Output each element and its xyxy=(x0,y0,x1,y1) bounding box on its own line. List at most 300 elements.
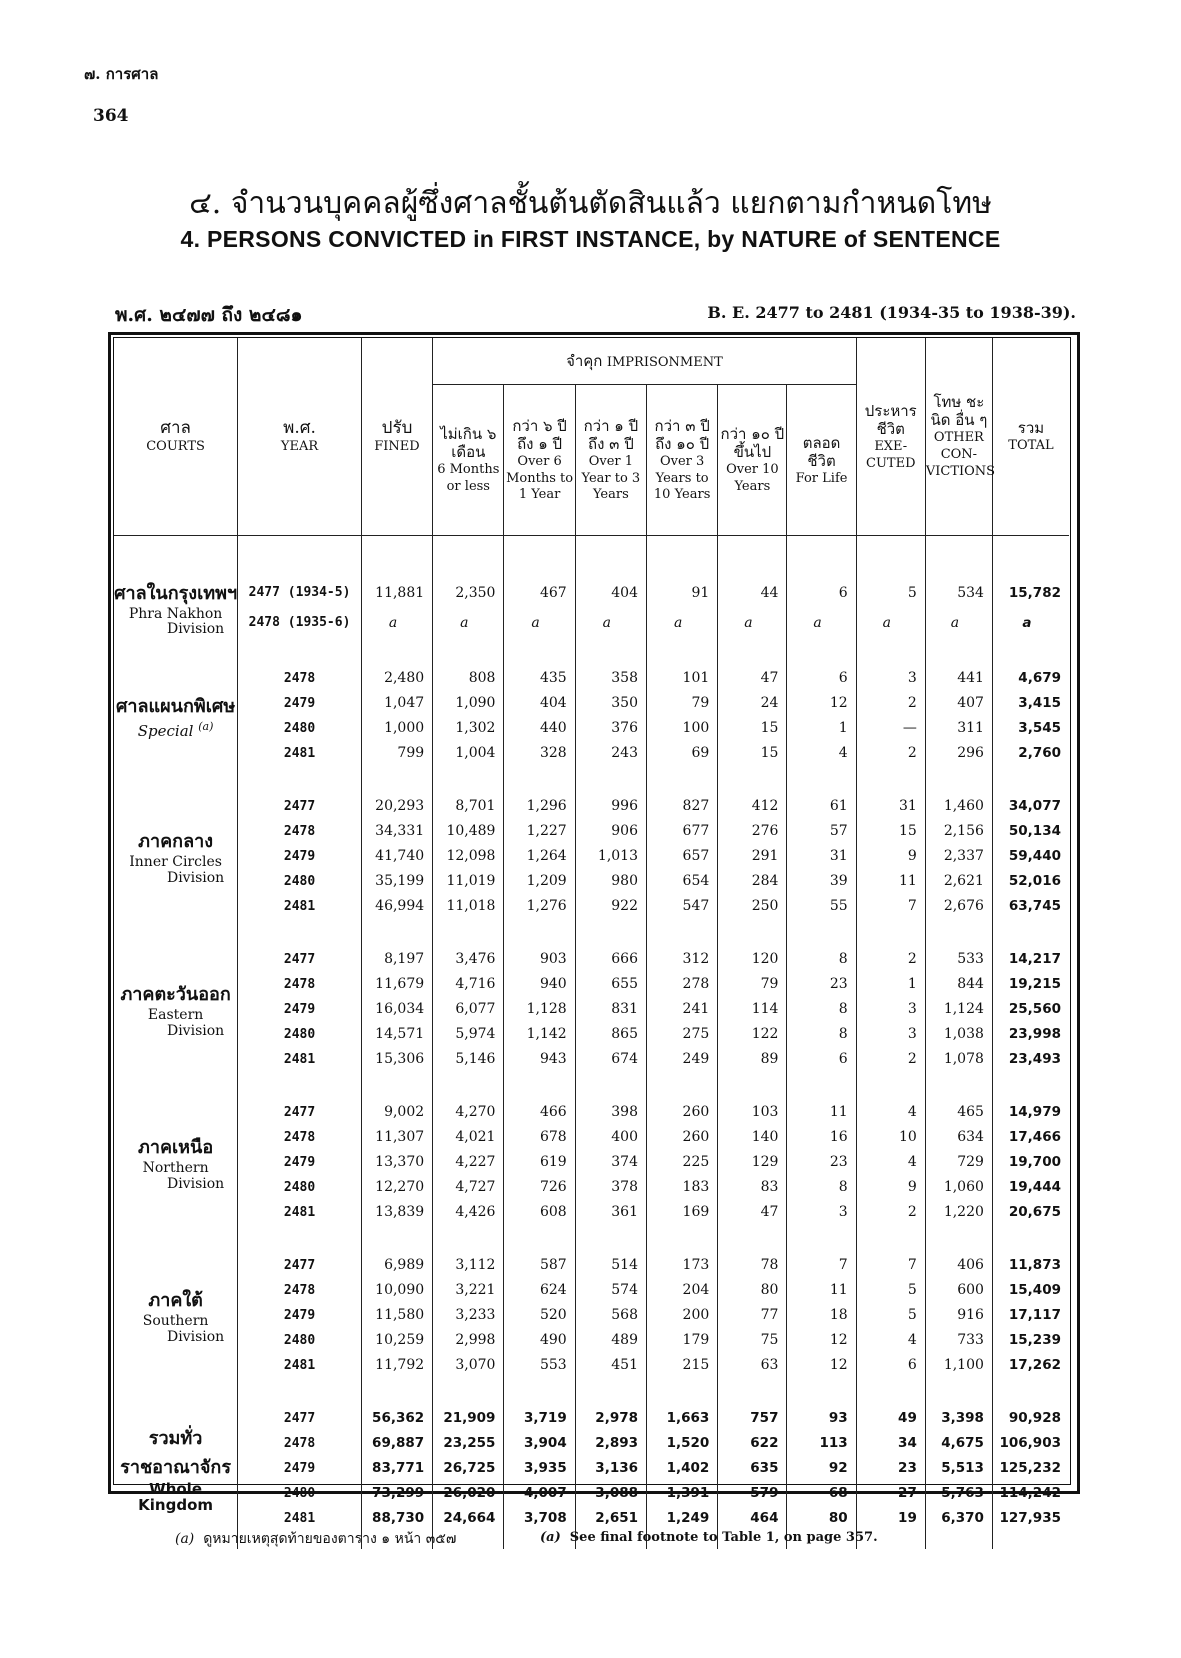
value-cell: 1,100 xyxy=(925,1353,992,1378)
value-cell: 55 xyxy=(787,894,856,919)
value-cell: 2 xyxy=(856,947,925,972)
value-cell: 4,270 xyxy=(433,1100,504,1125)
value-cell: 83 xyxy=(718,1175,787,1200)
value-cell: 23,255 xyxy=(433,1431,504,1456)
value-cell: 2,621 xyxy=(925,869,992,894)
value-cell: 12 xyxy=(787,1328,856,1353)
value-cell: 260 xyxy=(647,1100,718,1125)
value-cell: 1 xyxy=(856,972,925,997)
value-cell: 50,134 xyxy=(992,819,1069,844)
value-cell: 169 xyxy=(647,1200,718,1225)
value-cell: 260 xyxy=(647,1125,718,1150)
value-cell: 3,904 xyxy=(504,1431,575,1456)
value-cell: 122 xyxy=(718,1022,787,1047)
value-cell: 5,146 xyxy=(433,1047,504,1072)
value-cell: 619 xyxy=(504,1150,575,1175)
value-cell: 1,227 xyxy=(504,819,575,844)
value-cell: 1,302 xyxy=(433,716,504,741)
value-cell: 3,415 xyxy=(992,691,1069,716)
court-label-eastern: ภาคตะวันออก Eastern Division xyxy=(120,984,231,1039)
value-cell: 10,259 xyxy=(361,1328,432,1353)
value-cell: 465 xyxy=(925,1100,992,1125)
value-cell: 11,873 xyxy=(992,1253,1069,1278)
value-cell: 407 xyxy=(925,691,992,716)
value-cell: 15,409 xyxy=(992,1278,1069,1303)
value-cell: a xyxy=(361,608,432,638)
value-cell: 13,370 xyxy=(361,1150,432,1175)
table-row xyxy=(114,1022,1069,1047)
value-cell: 17,262 xyxy=(992,1353,1069,1378)
value-cell: 404 xyxy=(575,578,646,608)
value-cell: 547 xyxy=(647,894,718,919)
value-cell: 15 xyxy=(718,716,787,741)
year-cell: 2481 xyxy=(238,1506,362,1531)
value-cell: 726 xyxy=(504,1175,575,1200)
value-cell: 657 xyxy=(647,844,718,869)
value-cell: 467 xyxy=(504,578,575,608)
value-cell: 1,391 xyxy=(647,1481,718,1506)
value-cell: 6 xyxy=(856,1353,925,1378)
value-cell: 4,727 xyxy=(433,1175,504,1200)
value-cell: 906 xyxy=(575,819,646,844)
footnote-thai: (a) ดูหมายเหตุสุดท้ายของตาราง ๑ หน้า ๓๕๗ xyxy=(175,1531,457,1547)
value-cell: 83,771 xyxy=(361,1456,432,1481)
value-cell: 10,090 xyxy=(361,1278,432,1303)
table-row xyxy=(114,1200,1069,1225)
value-cell: 5 xyxy=(856,578,925,608)
court-label-kingdom: รวมทั่ว ราชอาณาจักร Whole Kingdom xyxy=(120,1427,232,1515)
value-cell: 16 xyxy=(787,1125,856,1150)
value-cell: 4,227 xyxy=(433,1150,504,1175)
value-cell: 46,994 xyxy=(361,894,432,919)
value-cell: 63 xyxy=(718,1353,787,1378)
value-cell: 68 xyxy=(787,1481,856,1506)
value-cell: 404 xyxy=(504,691,575,716)
value-cell: a xyxy=(504,608,575,638)
value-cell: 568 xyxy=(575,1303,646,1328)
table-row xyxy=(114,741,1069,766)
year-cell: 2479 xyxy=(238,997,362,1022)
year-cell: 2477 xyxy=(238,1100,362,1125)
value-cell: 2 xyxy=(856,691,925,716)
value-cell: 26,725 xyxy=(433,1456,504,1481)
value-cell: 15,239 xyxy=(992,1328,1069,1353)
year-cell: 2478 xyxy=(238,666,362,691)
year-cell: 2480 xyxy=(238,1175,362,1200)
year-cell: 2477 xyxy=(238,794,362,819)
value-cell: 103 xyxy=(718,1100,787,1125)
header-for-life: ตลอด ชีวิต For Life xyxy=(787,385,856,536)
value-cell: 241 xyxy=(647,997,718,1022)
value-cell: 204 xyxy=(647,1278,718,1303)
value-cell: 654 xyxy=(647,869,718,894)
year-cell: 2478 xyxy=(238,1278,362,1303)
header-over-10y: กว่า ๑๐ ปี ขึ้นไป Over 10 Years xyxy=(718,385,787,536)
value-cell: 114 xyxy=(718,997,787,1022)
value-cell: 374 xyxy=(575,1150,646,1175)
value-cell: 15,782 xyxy=(992,578,1069,608)
value-cell: 17,117 xyxy=(992,1303,1069,1328)
value-cell: 489 xyxy=(575,1328,646,1353)
value-cell: 13,839 xyxy=(361,1200,432,1225)
value-cell: 2,350 xyxy=(433,578,504,608)
value-cell: 101 xyxy=(647,666,718,691)
value-cell: 12,098 xyxy=(433,844,504,869)
value-cell: 10 xyxy=(856,1125,925,1150)
value-cell: 25,560 xyxy=(992,997,1069,1022)
value-cell: 183 xyxy=(647,1175,718,1200)
value-cell: 514 xyxy=(575,1253,646,1278)
value-cell: 19 xyxy=(856,1506,925,1531)
year-cell: 2481 xyxy=(238,1353,362,1378)
value-cell: 3,708 xyxy=(504,1506,575,1531)
value-cell: 12,270 xyxy=(361,1175,432,1200)
value-cell: 17,466 xyxy=(992,1125,1069,1150)
value-cell: 5,513 xyxy=(925,1456,992,1481)
header-imprisonment: จำคุก IMPRISONMENT xyxy=(433,338,857,385)
table-row xyxy=(114,819,1069,844)
value-cell: a xyxy=(718,608,787,638)
value-cell: 11,580 xyxy=(361,1303,432,1328)
value-cell: 19,444 xyxy=(992,1175,1069,1200)
value-cell: 44 xyxy=(718,578,787,608)
value-cell: 3,476 xyxy=(433,947,504,972)
value-cell: 5,763 xyxy=(925,1481,992,1506)
value-cell: 311 xyxy=(925,716,992,741)
value-cell: 600 xyxy=(925,1278,992,1303)
value-cell: 799 xyxy=(361,741,432,766)
header-6m-1y: กว่า ๖ ปี ถึง ๑ ปี Over 6 Months to 1 Year xyxy=(504,385,575,536)
value-cell: 15 xyxy=(718,741,787,766)
value-cell: 125,232 xyxy=(992,1456,1069,1481)
value-cell: 31 xyxy=(787,844,856,869)
value-cell: 3,070 xyxy=(433,1353,504,1378)
table-row xyxy=(114,1481,1069,1506)
value-cell: 358 xyxy=(575,666,646,691)
value-cell: 8 xyxy=(787,1175,856,1200)
value-cell: 553 xyxy=(504,1353,575,1378)
value-cell: 57 xyxy=(787,819,856,844)
year-cell: 2477 xyxy=(238,1406,362,1431)
header-1y-3y: กว่า ๑ ปี ถึง ๓ ปี Over 1 Year to 3 Years xyxy=(575,385,646,536)
table-row xyxy=(114,1253,1069,1278)
header-year: พ.ศ. YEAR xyxy=(238,338,362,536)
value-cell: 1,220 xyxy=(925,1200,992,1225)
value-cell: 3,088 xyxy=(575,1481,646,1506)
value-cell: 2,156 xyxy=(925,819,992,844)
year-cell: 2477 xyxy=(238,1253,362,1278)
value-cell: 114,242 xyxy=(992,1481,1069,1506)
value-cell: 2,998 xyxy=(433,1328,504,1353)
table-row xyxy=(114,972,1069,997)
value-cell: 100 xyxy=(647,716,718,741)
value-cell: 296 xyxy=(925,741,992,766)
value-cell: 6 xyxy=(787,578,856,608)
value-cell: 11,019 xyxy=(433,869,504,894)
value-cell: 243 xyxy=(575,741,646,766)
value-cell: 59,440 xyxy=(992,844,1069,869)
value-cell: 1,264 xyxy=(504,844,575,869)
year-cell: 2481 xyxy=(238,741,362,766)
header-total: รวม TOTAL xyxy=(992,338,1069,536)
value-cell: 587 xyxy=(504,1253,575,1278)
value-cell: 34 xyxy=(856,1431,925,1456)
value-cell: 129 xyxy=(718,1150,787,1175)
value-cell: 441 xyxy=(925,666,992,691)
value-cell: 7 xyxy=(787,1253,856,1278)
value-cell: 19,700 xyxy=(992,1150,1069,1175)
value-cell: 8 xyxy=(787,997,856,1022)
value-cell: 14,979 xyxy=(992,1100,1069,1125)
value-cell: 80 xyxy=(718,1278,787,1303)
value-cell: 361 xyxy=(575,1200,646,1225)
court-label-special: ศาลแผนกพิเศษ Special $^{(a)}$ xyxy=(115,696,236,741)
value-cell: 249 xyxy=(647,1047,718,1072)
value-cell: 19,215 xyxy=(992,972,1069,997)
value-cell: 8,197 xyxy=(361,947,432,972)
value-cell: 624 xyxy=(504,1278,575,1303)
value-cell: 3,233 xyxy=(433,1303,504,1328)
value-cell: 634 xyxy=(925,1125,992,1150)
table-row xyxy=(114,894,1069,919)
value-cell: 6 xyxy=(787,1047,856,1072)
value-cell: 140 xyxy=(718,1125,787,1150)
value-cell: 88,730 xyxy=(361,1506,432,1531)
value-cell: 11 xyxy=(856,869,925,894)
value-cell: 1,460 xyxy=(925,794,992,819)
year-cell: 2481 xyxy=(238,1047,362,1072)
table-row xyxy=(114,1353,1069,1378)
value-cell: 34,331 xyxy=(361,819,432,844)
table-row xyxy=(114,716,1069,741)
table-row xyxy=(114,1278,1069,1303)
table-row xyxy=(114,608,1069,638)
year-cell: 2478 xyxy=(238,819,362,844)
value-cell: 1,276 xyxy=(504,894,575,919)
value-cell: 93 xyxy=(787,1406,856,1431)
value-cell: 733 xyxy=(925,1328,992,1353)
value-cell: 4,426 xyxy=(433,1200,504,1225)
value-cell: 6,077 xyxy=(433,997,504,1022)
value-cell: 56,362 xyxy=(361,1406,432,1431)
year-cell: 2478 xyxy=(238,1125,362,1150)
value-cell: 21,909 xyxy=(433,1406,504,1431)
table-row xyxy=(114,1150,1069,1175)
header-fined: ปรับ FINED xyxy=(361,338,432,536)
value-cell: 5,974 xyxy=(433,1022,504,1047)
table-row xyxy=(114,1047,1069,1072)
value-cell: 1,520 xyxy=(647,1431,718,1456)
court-label-southern: ภาคใต้ Southern Division xyxy=(142,1290,225,1345)
year-cell: 2478 xyxy=(238,972,362,997)
value-cell: 8,701 xyxy=(433,794,504,819)
value-cell: 14,571 xyxy=(361,1022,432,1047)
value-cell: 291 xyxy=(718,844,787,869)
table-row xyxy=(114,666,1069,691)
value-cell: 2,337 xyxy=(925,844,992,869)
value-cell: 579 xyxy=(718,1481,787,1506)
year-cell: 2481 xyxy=(238,894,362,919)
title-thai: ๔. จำนวนบุคคลผู้ซึ่งศาลชั้นต้นตัดสินแล้ว แยกตามกำหนดโทษ xyxy=(189,186,992,221)
value-cell: 666 xyxy=(575,947,646,972)
value-cell: 451 xyxy=(575,1353,646,1378)
table-row xyxy=(114,1431,1069,1456)
value-cell: 4,675 xyxy=(925,1431,992,1456)
value-cell: 328 xyxy=(504,741,575,766)
value-cell: 79 xyxy=(647,691,718,716)
value-cell: 3 xyxy=(787,1200,856,1225)
value-cell: 5 xyxy=(856,1278,925,1303)
value-cell: 4,021 xyxy=(433,1125,504,1150)
value-cell: 435 xyxy=(504,666,575,691)
value-cell: 35,199 xyxy=(361,869,432,894)
year-cell: 2479 xyxy=(238,691,362,716)
year-cell: 2481 xyxy=(238,1200,362,1225)
value-cell: 5 xyxy=(856,1303,925,1328)
value-cell: 1,060 xyxy=(925,1175,992,1200)
value-cell: 608 xyxy=(504,1200,575,1225)
value-cell: 1,013 xyxy=(575,844,646,869)
value-cell: 113 xyxy=(787,1431,856,1456)
year-cell: 2479 xyxy=(238,844,362,869)
value-cell: 11,018 xyxy=(433,894,504,919)
value-cell: 808 xyxy=(433,666,504,691)
table-row xyxy=(114,844,1069,869)
value-cell: 3,545 xyxy=(992,716,1069,741)
year-cell: 2479 xyxy=(238,1150,362,1175)
value-cell: 12 xyxy=(787,1353,856,1378)
value-cell: 276 xyxy=(718,819,787,844)
table-row xyxy=(114,997,1069,1022)
value-cell: 1,663 xyxy=(647,1406,718,1431)
value-cell: 376 xyxy=(575,716,646,741)
value-cell: 729 xyxy=(925,1150,992,1175)
value-cell: 622 xyxy=(718,1431,787,1456)
value-cell: 4 xyxy=(787,741,856,766)
value-cell: 2,760 xyxy=(992,741,1069,766)
value-cell: 278 xyxy=(647,972,718,997)
value-cell: 757 xyxy=(718,1406,787,1431)
value-cell: 464 xyxy=(718,1506,787,1531)
value-cell: 3 xyxy=(856,666,925,691)
value-cell: 61 xyxy=(787,794,856,819)
value-cell: 655 xyxy=(575,972,646,997)
value-cell: 49 xyxy=(856,1406,925,1431)
value-cell: 106,903 xyxy=(992,1431,1069,1456)
value-cell: 865 xyxy=(575,1022,646,1047)
value-cell: 916 xyxy=(925,1303,992,1328)
year-cell: 2478 (1935-6) xyxy=(238,608,362,638)
year-cell: 2479 xyxy=(238,1303,362,1328)
value-cell: 1,000 xyxy=(361,716,432,741)
value-cell: 39 xyxy=(787,869,856,894)
value-cell: 1,402 xyxy=(647,1456,718,1481)
value-cell: 127,935 xyxy=(992,1506,1069,1531)
year-cell: 2480 xyxy=(238,869,362,894)
header-6-months: ไม่เกิน ๖ เดือน 6 Months or less xyxy=(433,385,504,536)
value-cell: 1,209 xyxy=(504,869,575,894)
table-row xyxy=(114,1175,1069,1200)
header-executed: ประหาร ชีวิต EXE-CUTED xyxy=(856,338,925,536)
value-cell: a xyxy=(647,608,718,638)
value-cell: 20,675 xyxy=(992,1200,1069,1225)
table-row xyxy=(114,578,1069,608)
year-cell: 2478 xyxy=(238,1431,362,1456)
value-cell: 3,221 xyxy=(433,1278,504,1303)
value-cell: 73,299 xyxy=(361,1481,432,1506)
value-cell: 3,112 xyxy=(433,1253,504,1278)
value-cell: 3,136 xyxy=(575,1456,646,1481)
period-english: B. E. 2477 to 2481 (1934-35 to 1938-39). xyxy=(707,303,1076,322)
value-cell: 10,489 xyxy=(433,819,504,844)
table-row xyxy=(114,1303,1069,1328)
value-cell: 922 xyxy=(575,894,646,919)
table-row xyxy=(114,1100,1069,1125)
value-cell: 940 xyxy=(504,972,575,997)
value-cell: 250 xyxy=(718,894,787,919)
table-row xyxy=(114,947,1069,972)
value-cell: 11,679 xyxy=(361,972,432,997)
value-cell: 3 xyxy=(856,997,925,1022)
value-cell: 1,296 xyxy=(504,794,575,819)
value-cell: 2,893 xyxy=(575,1431,646,1456)
year-cell: 2480 xyxy=(238,1481,362,1506)
value-cell: 11,881 xyxy=(361,578,432,608)
value-cell: 490 xyxy=(504,1328,575,1353)
year-cell: 2477 xyxy=(238,947,362,972)
value-cell: 406 xyxy=(925,1253,992,1278)
value-cell: 9 xyxy=(856,1175,925,1200)
table-row xyxy=(114,1406,1069,1431)
value-cell: 466 xyxy=(504,1100,575,1125)
value-cell: 2,676 xyxy=(925,894,992,919)
value-cell: 398 xyxy=(575,1100,646,1125)
value-cell: 7 xyxy=(856,1253,925,1278)
value-cell: 120 xyxy=(718,947,787,972)
value-cell: 844 xyxy=(925,972,992,997)
value-cell: 23,998 xyxy=(992,1022,1069,1047)
table-row xyxy=(114,1125,1069,1150)
value-cell: 3 xyxy=(856,1022,925,1047)
value-cell: 18 xyxy=(787,1303,856,1328)
page-number: 364 xyxy=(93,106,129,126)
value-cell: 91 xyxy=(647,578,718,608)
value-cell: a xyxy=(856,608,925,638)
value-cell: 350 xyxy=(575,691,646,716)
footnote-english: (a) See final footnote to Table 1, on page 357. xyxy=(540,1530,878,1545)
value-cell: a xyxy=(433,608,504,638)
court-label-phra_nakhon: ศาลในกรุงเทพฯ Phra Nakhon Division xyxy=(114,583,238,638)
value-cell: 275 xyxy=(647,1022,718,1047)
value-cell: 11,792 xyxy=(361,1353,432,1378)
value-cell: 173 xyxy=(647,1253,718,1278)
value-cell: 440 xyxy=(504,716,575,741)
value-cell: 200 xyxy=(647,1303,718,1328)
table-row xyxy=(114,1328,1069,1353)
value-cell: 1,249 xyxy=(647,1506,718,1531)
value-cell: 6,370 xyxy=(925,1506,992,1531)
value-cell: 179 xyxy=(647,1328,718,1353)
value-cell: 1,004 xyxy=(433,741,504,766)
value-cell: 11,307 xyxy=(361,1125,432,1150)
value-cell: 2,651 xyxy=(575,1506,646,1531)
value-cell: 20,293 xyxy=(361,794,432,819)
value-cell: 678 xyxy=(504,1125,575,1150)
value-cell: 574 xyxy=(575,1278,646,1303)
value-cell: a xyxy=(925,608,992,638)
value-cell: 23 xyxy=(856,1456,925,1481)
period-thai: พ.ศ. ๒๔๗๗ ถึง ๒๔๘๑ xyxy=(115,304,303,326)
